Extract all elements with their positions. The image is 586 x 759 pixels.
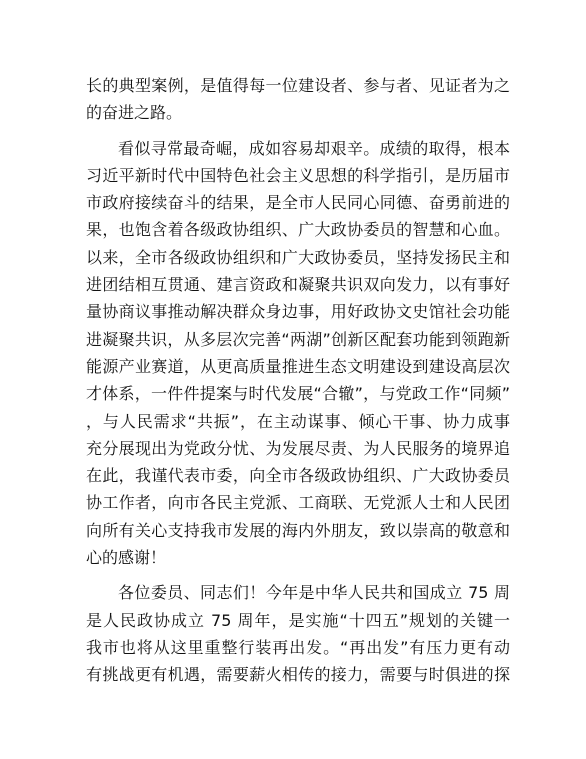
text-line: 有挑战更有机遇，需要薪火相传的接力，需要与时俱进的探 (86, 665, 510, 685)
text-line: 协工作者，向市各民主党派、工商联、无党派人士和人民团 (86, 493, 510, 513)
text-line: 市政府接续奋斗的结果，是全市人民同心同德、奋勇前进的 (86, 193, 510, 213)
text-line: 量协商议事推动解决群众身边事，用好政协文史馆社会功能 (86, 302, 510, 322)
text-line: ，与人民需求“共振”，在主动谋事、倾心干事、协力成事 (86, 411, 510, 431)
text-line: 进团结相互贯通、建言资政和凝聚共识双向发力，以有事好 (86, 275, 510, 295)
text-line: 进凝聚共识，从多层次完善“两湖”创新区配套功能到领跑新 (86, 329, 510, 349)
text-line: 我市也将从这里重整行装再出发。“再出发”有压力更有动 (86, 637, 510, 657)
text-line: 习近平新时代中国特色社会主义思想的科学指引，是历届市 (86, 165, 510, 185)
text-line: 各位委员、同志们！今年是中华人民共和国成立 75 周 (118, 583, 510, 603)
text-line: 充分展现出为党政分忧、为发展尽责、为人民服务的境界追 (86, 438, 510, 458)
text-line: 能源产业赛道，从更高质量推进生态文明建设到建设高层次 (86, 356, 510, 376)
text-line: 心的感谢！ (86, 548, 167, 568)
text-line: 是人民政协成立 75 周年，是实施“十四五”规划的关键一 (86, 610, 510, 630)
text-line: 看似寻常最奇崛，成如容易却艰辛。成绩的取得，根本 (118, 138, 510, 158)
text-line: 以来，全市各级政协组织和广大政协委员，坚持发扬民主和 (86, 247, 510, 267)
paragraph-gap (86, 571, 510, 579)
text-line: 向所有关心支持我市发展的海内外朋友，致以崇高的敬意和 (86, 520, 510, 540)
text-line: 的奋进之路。 (86, 103, 183, 123)
text-line: 果，也饱含着各级政协组织、广大政协委员的智慧和心血。 (86, 220, 510, 240)
document-body (86, 72, 510, 689)
text-line: 在此，我谨代表市委，向全市各级政协组织、广大政协委员 (86, 466, 510, 486)
text-line: 才体系，一件件提案与时代发展“合辙”，与党政工作“同频” (86, 384, 510, 404)
text-line: 长的典型案例，是值得每一位建设者、参与者、见证者为之 (86, 76, 510, 95)
paragraph-gap (86, 127, 510, 135)
